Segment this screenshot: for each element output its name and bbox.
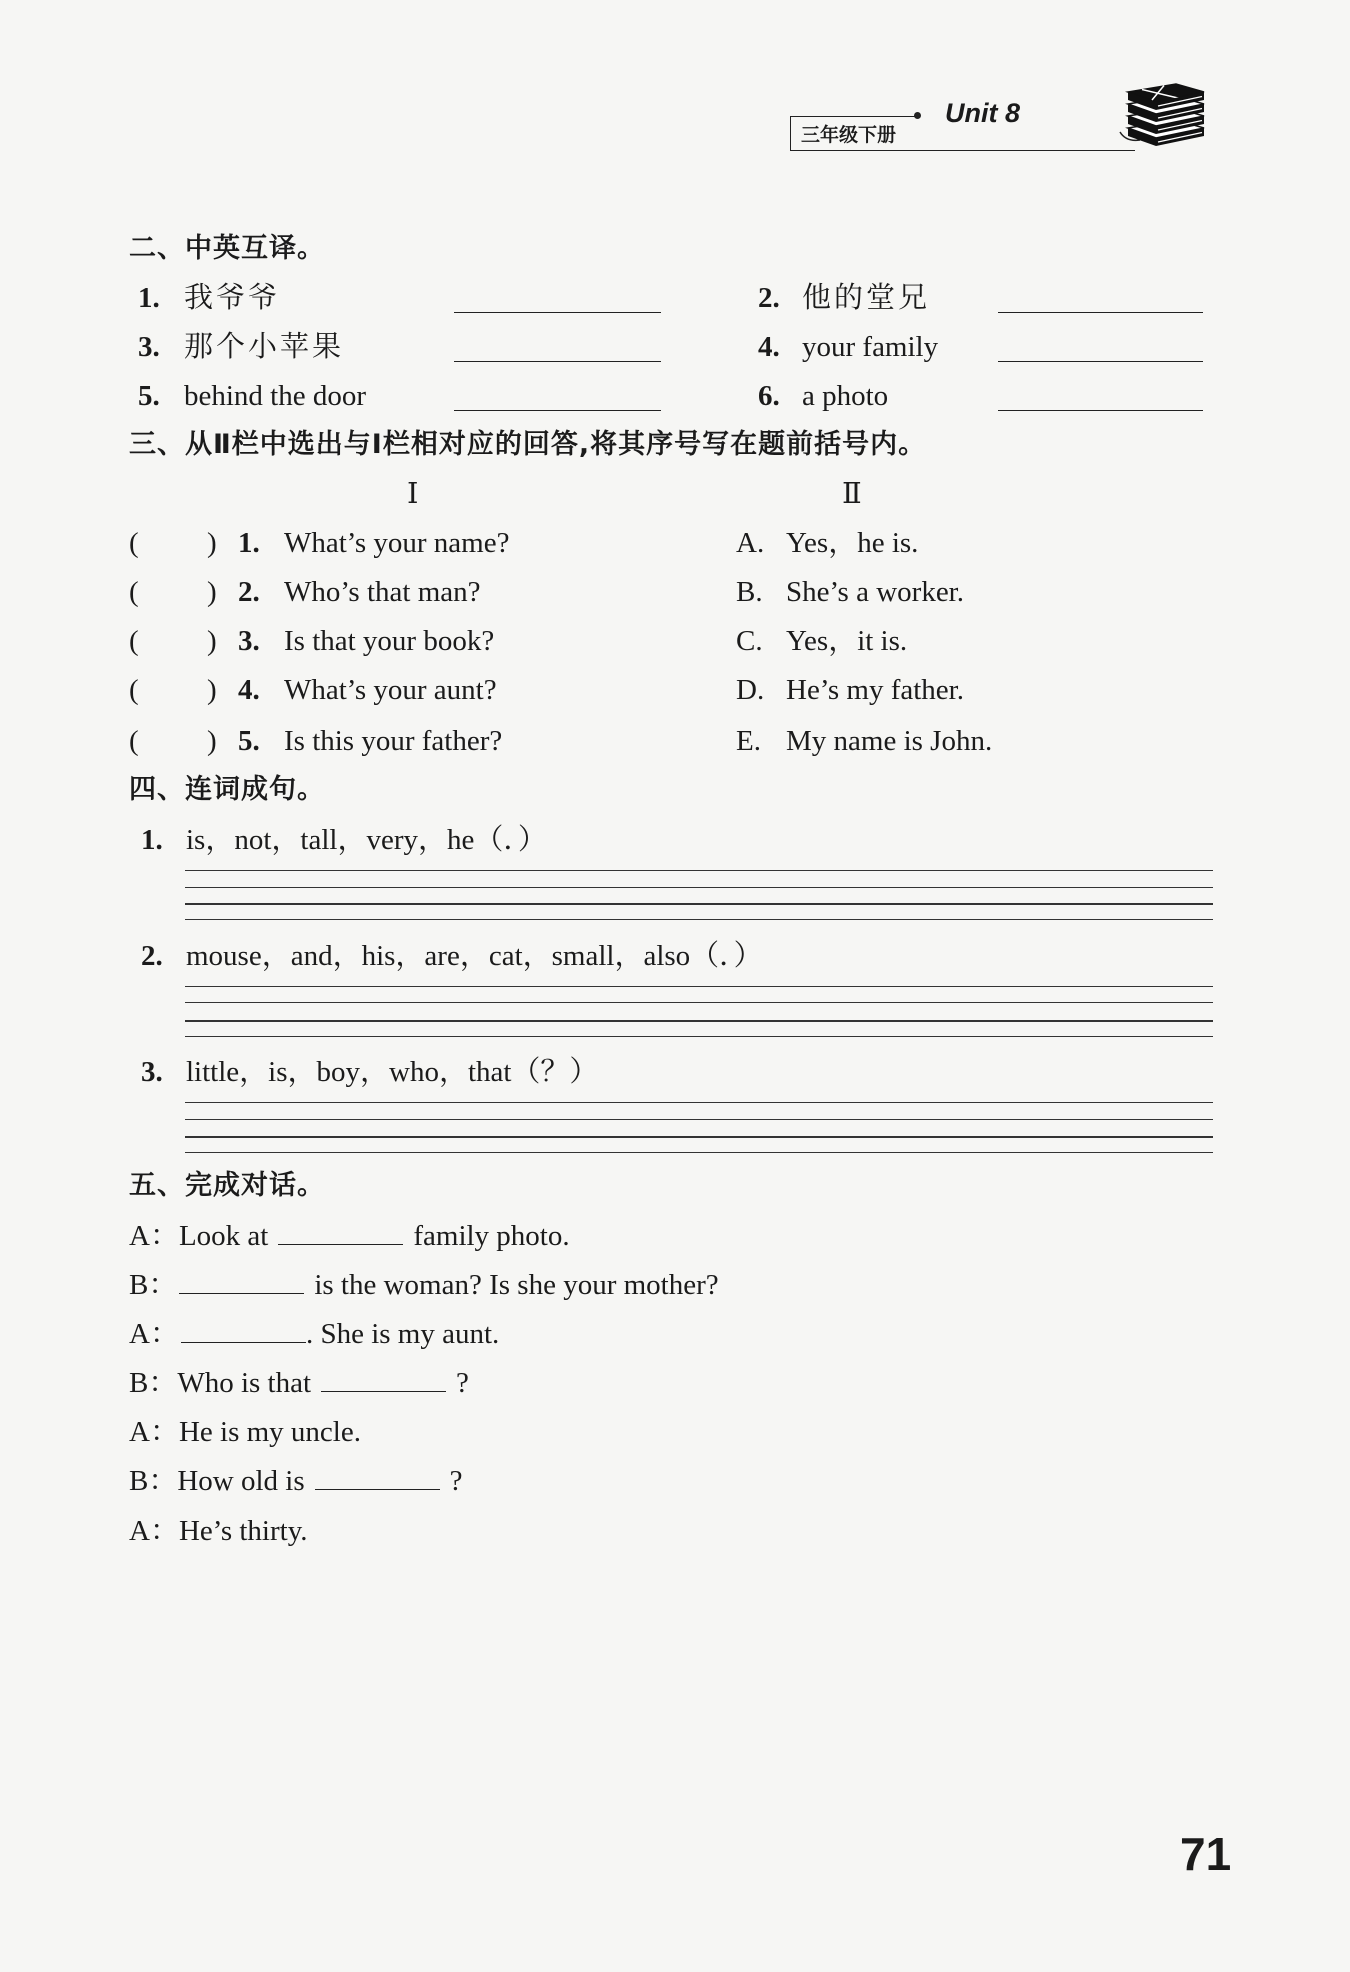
paren-open: ( xyxy=(129,576,139,608)
dialogue-line xyxy=(129,1317,499,1351)
question-number: 2. xyxy=(238,576,260,608)
section-title: 四、连词成句。 xyxy=(129,774,325,805)
guide-line xyxy=(185,1020,1213,1022)
answer-letter: A. xyxy=(736,527,765,559)
dialogue-line xyxy=(129,1415,361,1449)
answer-slot[interactable] xyxy=(142,575,204,609)
line-text-before: Look at xyxy=(178,1220,269,1252)
matching-row xyxy=(0,526,1350,560)
writing-area[interactable] xyxy=(185,982,1213,1038)
item-number: 1. xyxy=(141,824,163,856)
translation-row xyxy=(0,330,1350,364)
word-list: little，is，boy，who，that（？） xyxy=(186,1056,599,1088)
answer-blank[interactable] xyxy=(315,1465,440,1490)
answer-blank[interactable] xyxy=(998,361,1203,362)
paren-open: ( xyxy=(129,674,139,706)
answer-blank[interactable] xyxy=(321,1367,446,1392)
guide-line xyxy=(185,1036,1213,1037)
dialogue-line xyxy=(129,1268,719,1302)
speaker-label: B： xyxy=(129,1269,178,1301)
paren-open: ( xyxy=(129,725,139,757)
line-text-after: ? xyxy=(449,1465,463,1497)
answer-text: Yes，he is. xyxy=(786,527,919,559)
header-top-rule xyxy=(790,116,916,117)
paren-open: ( xyxy=(129,527,139,559)
speaker-label: A： xyxy=(129,1318,179,1350)
item-text: behind the door xyxy=(184,380,367,412)
answer-blank[interactable] xyxy=(454,410,661,411)
line-text-after: is the woman? Is she your mother? xyxy=(314,1269,719,1301)
item-number: 4. xyxy=(758,331,780,363)
item-text: your family xyxy=(802,331,939,363)
line-text-after: family photo. xyxy=(413,1220,570,1252)
section-title: 五、完成对话。 xyxy=(129,1170,325,1201)
question-text: Is that your book? xyxy=(284,625,495,657)
item-text: 那个小苹果 xyxy=(184,331,345,363)
item-number: 3. xyxy=(141,1056,163,1088)
question-number: 3. xyxy=(238,625,260,657)
header-dot xyxy=(914,112,921,119)
question-number: 5. xyxy=(238,725,260,757)
question-text: What’s your aunt? xyxy=(284,674,497,706)
answer-blank[interactable] xyxy=(998,410,1203,411)
page-number: 71 xyxy=(1180,1828,1232,1880)
matching-row xyxy=(0,575,1350,609)
line-text-before: How old is xyxy=(177,1465,305,1497)
translation-row xyxy=(0,281,1350,315)
item-text: 他的堂兄 xyxy=(802,282,931,314)
header-left-rule xyxy=(790,116,791,150)
paren-open: ( xyxy=(129,625,139,657)
column-header-2: Ⅱ xyxy=(842,478,862,510)
paren-close: ) xyxy=(207,527,217,559)
item-number: 2. xyxy=(758,282,780,314)
question-number: 1. xyxy=(238,527,260,559)
matching-row xyxy=(0,624,1350,658)
writing-area[interactable] xyxy=(185,1098,1213,1154)
answer-letter: D. xyxy=(736,674,765,706)
section-title: 三、从Ⅱ栏中选出与Ⅰ栏相对应的回答,将其序号写在题前括号内。 xyxy=(129,429,927,460)
answer-slot[interactable] xyxy=(142,724,204,758)
item-text: a photo xyxy=(802,380,889,412)
line-text-after: ? xyxy=(456,1367,469,1399)
guide-line xyxy=(185,1136,1213,1138)
header-bottom-rule xyxy=(790,150,1135,151)
answer-text: She’s a worker. xyxy=(786,576,964,608)
answer-text: Yes，it is. xyxy=(786,625,908,657)
speaker-label: A： xyxy=(129,1416,179,1448)
dialogue-line xyxy=(129,1464,463,1498)
section-title: 二、中英互译。 xyxy=(129,233,325,264)
item-number: 2. xyxy=(141,940,163,972)
dialogue-line xyxy=(129,1514,308,1548)
dialogue-line xyxy=(129,1219,570,1253)
question-text: What’s your name? xyxy=(284,527,510,559)
answer-letter: C. xyxy=(736,625,763,657)
word-list: mouse，and，his，are，cat，small，also（．） xyxy=(186,940,763,972)
answer-blank[interactable] xyxy=(179,1269,304,1294)
answer-letter: B. xyxy=(736,576,763,608)
column-header-1: Ⅰ xyxy=(407,478,419,510)
speaker-label: A： xyxy=(129,1220,179,1252)
writing-area[interactable] xyxy=(185,866,1213,922)
question-text: Who’s that man? xyxy=(284,576,481,608)
answer-blank[interactable] xyxy=(181,1318,306,1343)
paren-close: ) xyxy=(207,725,217,757)
paren-close: ) xyxy=(207,625,217,657)
guide-line xyxy=(185,1002,1213,1003)
grade-label: 三年级下册 xyxy=(801,124,897,146)
guide-line xyxy=(185,887,1213,888)
speaker-label: A： xyxy=(129,1515,179,1547)
answer-text: He’s my father. xyxy=(786,674,964,706)
line-text-after: . She is my aunt. xyxy=(305,1318,500,1350)
item-number: 6. xyxy=(758,380,780,412)
translation-row xyxy=(0,379,1350,413)
answer-slot[interactable] xyxy=(142,673,204,707)
question-text: Is this your father? xyxy=(284,725,503,757)
answer-blank[interactable] xyxy=(278,1220,403,1245)
item-text: 我爷爷 xyxy=(184,282,281,314)
guide-line xyxy=(185,919,1213,920)
books-stack-icon xyxy=(1118,82,1210,156)
paren-close: ) xyxy=(207,576,217,608)
guide-line xyxy=(185,986,1213,987)
answer-blank[interactable] xyxy=(998,312,1203,313)
answer-slot[interactable] xyxy=(142,624,204,658)
item-number: 1. xyxy=(138,282,160,314)
guide-line xyxy=(185,1102,1213,1103)
answer-blank[interactable] xyxy=(454,361,661,362)
answer-slot[interactable] xyxy=(142,526,204,560)
answer-letter: E. xyxy=(736,725,761,757)
item-number: 5. xyxy=(138,380,160,412)
line-text: He’s thirty. xyxy=(178,1515,308,1547)
line-text-before: Who is that xyxy=(177,1367,312,1399)
speaker-label: B： xyxy=(129,1367,178,1399)
unit-title: Unit 8 xyxy=(945,98,1021,128)
answer-text: My name is John. xyxy=(786,725,993,757)
word-list: is，not，tall，very，he（．） xyxy=(186,824,547,856)
guide-line xyxy=(185,1152,1213,1153)
question-number: 4. xyxy=(238,674,260,706)
answer-blank[interactable] xyxy=(454,312,661,313)
line-text: He is my uncle. xyxy=(178,1416,361,1448)
guide-line xyxy=(185,1119,1213,1120)
matching-row xyxy=(0,724,1350,758)
dialogue-line xyxy=(129,1366,469,1400)
paren-close: ) xyxy=(207,674,217,706)
speaker-label: B： xyxy=(129,1465,178,1497)
guide-line xyxy=(185,903,1213,905)
guide-line xyxy=(185,870,1213,871)
item-number: 3. xyxy=(138,331,160,363)
matching-row xyxy=(0,673,1350,707)
